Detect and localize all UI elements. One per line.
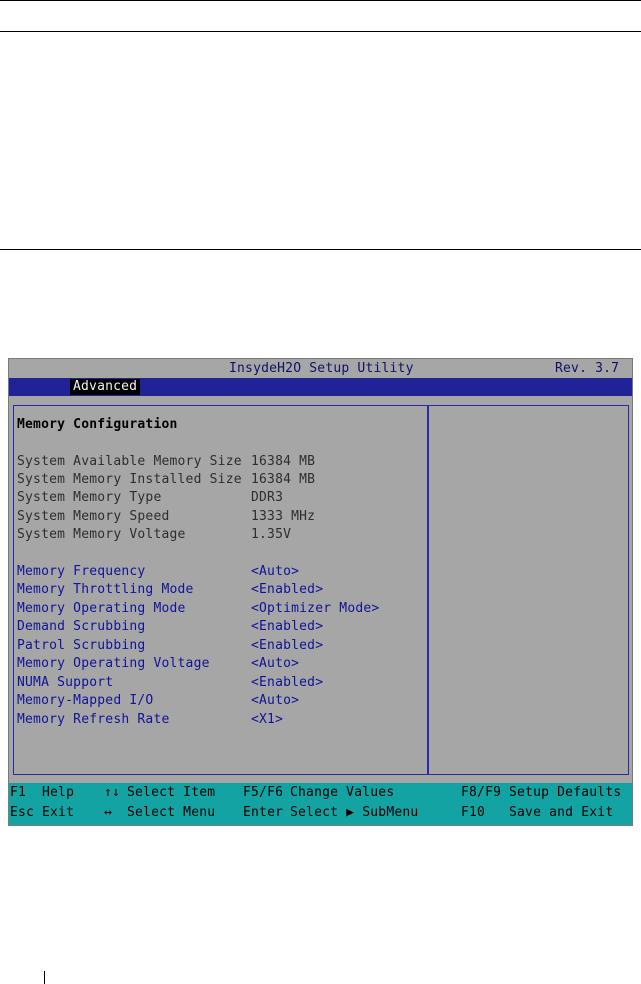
option-value[interactable]: <X1>	[251, 712, 284, 727]
key-f8f9-label: Setup Defaults	[509, 785, 622, 800]
key-esc-label: Exit	[42, 805, 75, 820]
key-enter-label: Select ▶ SubMenu	[290, 805, 419, 820]
status-bar	[9, 783, 632, 825]
option-value[interactable]: <Auto>	[251, 693, 300, 708]
key-f5f6-label: Change Values	[290, 785, 395, 800]
bios-screen	[8, 358, 633, 826]
key-f1-label: Help	[42, 785, 75, 800]
info-value: DDR3	[251, 490, 284, 505]
info-label: System Memory Installed Size	[17, 472, 242, 487]
section-heading: Memory Configuration	[17, 417, 178, 432]
option-label: NUMA Support	[17, 675, 114, 690]
option-label: Memory Operating Mode	[17, 601, 186, 616]
option-value[interactable]: <Enabled>	[251, 675, 324, 690]
help-panel	[428, 405, 629, 775]
option-label: Patrol Scrubbing	[17, 638, 146, 653]
key-f8f9[interactable]: F8/F9	[461, 785, 502, 800]
option-label: Demand Scrubbing	[17, 619, 146, 634]
info-value: 1.35V	[251, 527, 292, 542]
key-enter[interactable]: Enter	[243, 805, 284, 820]
key-esc[interactable]: Esc	[10, 805, 35, 820]
key-f1[interactable]: F1	[10, 785, 27, 800]
page-rule-top	[0, 0, 641, 1]
title-bar	[9, 359, 632, 378]
page-rule-middle	[0, 249, 641, 250]
page-footer-tick	[44, 971, 45, 984]
option-value[interactable]: <Enabled>	[251, 638, 324, 653]
info-value: 16384 MB	[251, 454, 316, 469]
menu-bar	[9, 378, 632, 396]
key-updown-label: Select Item	[127, 785, 216, 800]
key-f10-label: Save and Exit	[509, 805, 614, 820]
key-f10[interactable]: F10	[461, 805, 486, 820]
option-label: Memory-Mapped I/O	[17, 693, 154, 708]
key-leftright-label: Select Menu	[127, 805, 216, 820]
key-f5f6[interactable]: F5/F6	[243, 785, 284, 800]
info-value: 1333 MHz	[251, 509, 316, 524]
tab-advanced[interactable]: Advanced	[70, 379, 140, 395]
info-label: System Memory Voltage	[17, 527, 186, 542]
option-value[interactable]: <Enabled>	[251, 582, 324, 597]
option-label: Memory Frequency	[17, 564, 146, 579]
option-value[interactable]: <Auto>	[251, 656, 300, 671]
option-value[interactable]: <Enabled>	[251, 619, 324, 634]
info-label: System Available Memory Size	[17, 454, 242, 469]
window-title: InsydeH2O Setup Utility	[229, 361, 414, 376]
option-label: Memory Refresh Rate	[17, 712, 170, 727]
page-rule-top-second	[0, 31, 641, 32]
info-value: 16384 MB	[251, 472, 316, 487]
option-value[interactable]: <Optimizer Mode>	[251, 601, 380, 616]
option-label: Memory Operating Voltage	[17, 656, 210, 671]
updown-arrows-icon: ↑↓	[104, 785, 121, 800]
option-value[interactable]: <Auto>	[251, 564, 300, 579]
leftright-arrows-icon: ↔	[104, 805, 113, 820]
info-label: System Memory Type	[17, 490, 162, 505]
option-label: Memory Throttling Mode	[17, 582, 194, 597]
revision-label: Rev. 3.7	[555, 361, 620, 376]
info-label: System Memory Speed	[17, 509, 170, 524]
